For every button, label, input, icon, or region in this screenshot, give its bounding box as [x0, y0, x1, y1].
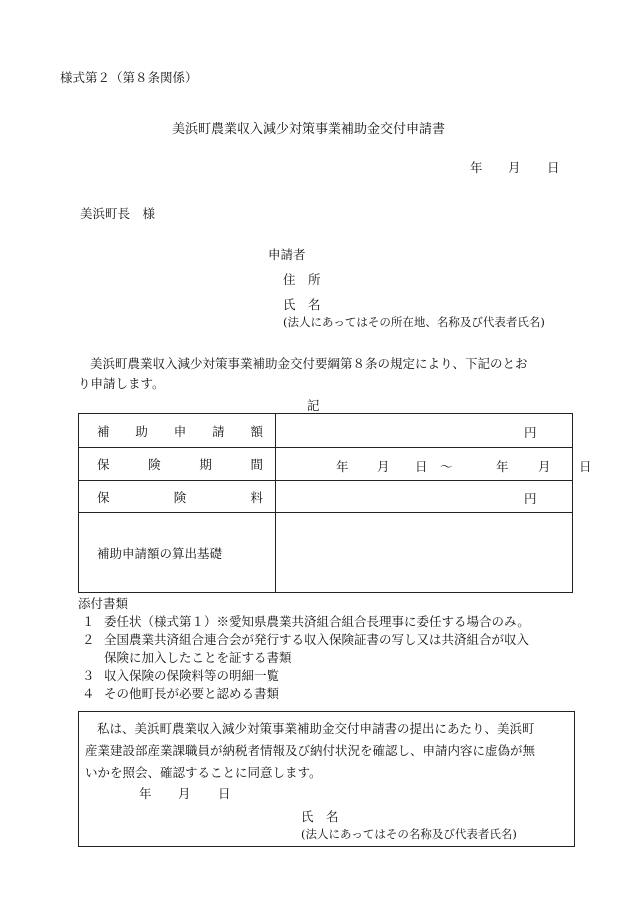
attachment-num-3: ３: [82, 668, 95, 683]
period-day-2: 日: [579, 459, 592, 474]
attachment-num-1: １: [82, 614, 95, 629]
date-year: 年: [470, 160, 483, 175]
body-line-2: り申請します。: [78, 376, 165, 391]
premium-label: 保険料: [79, 481, 276, 513]
period-day-1: 日: [415, 459, 428, 474]
premium-cell[interactable]: [276, 481, 573, 513]
table-row: [79, 414, 573, 448]
attachment-text-3: 収入保険の保険料等の明細一覧: [104, 668, 280, 683]
calculation-basis-label: 補助申請額の算出基礎: [79, 513, 276, 593]
attachments-heading: 添付書類: [78, 596, 129, 611]
period-tilde: ～: [440, 459, 453, 474]
period-year-2: 年: [496, 459, 509, 474]
date-day: 日: [547, 160, 560, 175]
insurance-period-cell[interactable]: [276, 448, 592, 481]
document-title: 美浜町農業収入減少対策事業補助金交付申請書: [172, 122, 446, 137]
applicant-note: (法人にあってはその所在地、名称及び代表者氏名): [283, 315, 545, 329]
period-month-1: 月: [377, 459, 390, 474]
consent-name-label: 氏 名: [301, 809, 339, 824]
address-label: 住 所: [283, 272, 321, 287]
consent-line-1: 私は、美浜町農業収入減少対策事業補助金交付申請書の提出にあたり、美浜町: [97, 721, 535, 736]
addressee: 美浜町長 様: [80, 206, 156, 221]
consent-note: (法人にあってはその名称及び代表者氏名): [301, 827, 517, 841]
consent-day: 日: [218, 786, 231, 801]
name-label: 氏 名: [283, 297, 321, 312]
consent-line-2: 産業建設部産業課職員が納税者情報及び納付状況を確認し、申請内容に虚偽が無: [85, 743, 536, 758]
attachment-text-2: 全国農業共済組合連合会が発行する収入保険証書の写し又は共済組合が収入: [104, 632, 530, 647]
grant-amount-cell[interactable]: [276, 414, 573, 448]
applicant-heading: 申請者: [268, 247, 306, 262]
attachment-text-2-cont: 保険に加入したことを証する書類: [104, 650, 292, 665]
consent-month: 月: [178, 786, 191, 801]
form-reference: 様式第２（第８条関係）: [60, 70, 198, 85]
table-row: [79, 513, 573, 593]
grant-amount-label: 補助申請額: [79, 414, 276, 448]
consent-line-3: いかを照会、確認することに同意します。: [85, 765, 322, 780]
period-month-2: 月: [538, 459, 551, 474]
body-line-1: 美浜町農業収入減少対策事業補助金交付要綱第８条の規定により、下記のとお: [90, 356, 528, 371]
table-row: [79, 481, 573, 513]
calculation-basis-cell[interactable]: [276, 513, 573, 593]
table-row: [79, 448, 573, 481]
attachment-text-4: その他町長が必要と認める書類: [104, 686, 280, 701]
attachment-text-1: 委任状（様式第１）※愛知県農業共済組合組合長理事に委任する場合のみ。: [104, 614, 530, 629]
grant-amount-unit: 円: [524, 425, 537, 440]
attachment-num-2: ２: [82, 632, 95, 647]
date-month: 月: [508, 160, 521, 175]
premium-unit: 円: [524, 491, 537, 506]
period-year-1: 年: [336, 459, 349, 474]
attachment-num-4: ４: [82, 686, 95, 701]
consent-year: 年: [139, 786, 152, 801]
insurance-period-label: 保険期間: [79, 448, 276, 481]
application-table: [78, 413, 592, 593]
consent-box: [78, 711, 575, 847]
ki-heading: 記: [307, 398, 320, 413]
